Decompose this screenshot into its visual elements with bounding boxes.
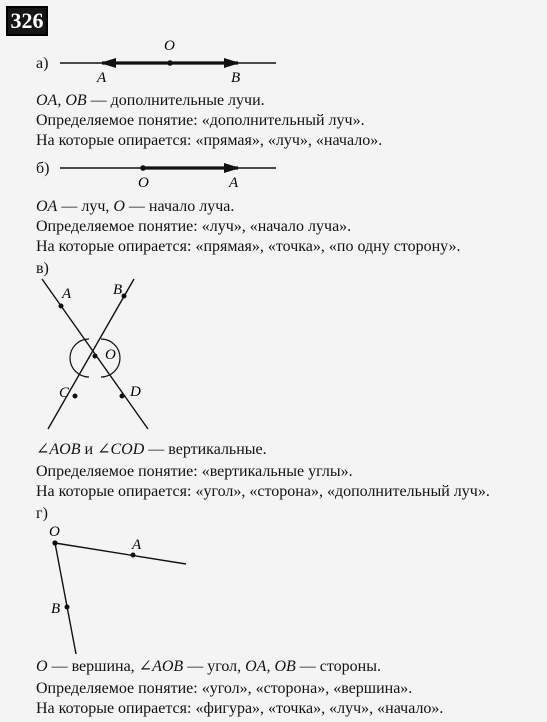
part-d-text1: — вершина, — [47, 658, 139, 675]
point-b-label: B — [231, 70, 241, 86]
point-a-label: A — [132, 537, 142, 553]
part-b-line2: Определяемое понятие: «луч», «начало луча». — [36, 218, 352, 235]
part-d-line3: На которые опирается: «фигура», «точка», «луч», «начало». — [36, 700, 444, 717]
part-a-line3: На которые опирается: «прямая», «луч», «начало». — [36, 132, 383, 149]
part-b-text1: — луч, — [57, 198, 114, 215]
point-a-label: A — [62, 286, 72, 302]
point-b-label: B — [113, 282, 123, 298]
part-c-label: в) — [36, 260, 49, 277]
part-d-text2: — угол, — [183, 658, 246, 675]
point-o-label: O — [164, 38, 175, 54]
part-c-text2: — вертикальные. — [144, 441, 267, 458]
part-d-math3: OA, OB — [245, 658, 296, 675]
problem-number: 326 — [6, 6, 48, 36]
point-a-label: A — [229, 175, 239, 191]
part-b-label: б) — [36, 160, 50, 177]
part-d-label: г) — [36, 505, 48, 522]
part-b-text2: — начало луча. — [124, 198, 235, 215]
part-d-math1: O — [36, 658, 48, 675]
point-a-label: A — [97, 70, 107, 86]
point-b — [65, 605, 70, 610]
part-c-math2: ∠COD — [97, 441, 145, 458]
part-b-line3: На которые опирается: «прямая», «точка», «по одну сторону». — [36, 238, 461, 255]
part-a-label: а) — [36, 55, 49, 72]
part-d-line1 — [36, 657, 381, 677]
part-d-text3: — стороны. — [295, 658, 381, 675]
point-d-label: D — [130, 384, 141, 400]
part-a-line2: Определяемое понятие: «дополнительный луч». — [36, 112, 365, 129]
part-c-text1: и — [80, 441, 98, 458]
part-d-math2: ∠AOB — [138, 658, 184, 675]
part-c-line2: Определяемое понятие: «вертикальные углы». — [36, 463, 353, 480]
point-o-label: O — [138, 175, 149, 191]
part-a-text: — дополнительные лучи. — [86, 92, 265, 109]
part-a-math: OA, OB — [36, 92, 87, 109]
ray-oa — [55, 543, 186, 564]
part-b-math2: O — [113, 198, 125, 215]
part-c-math1: ∠AOB — [36, 441, 81, 458]
point-b-label: B — [51, 601, 61, 617]
part-b-math1: OA — [36, 198, 58, 215]
point-a — [131, 553, 136, 558]
point-o-label: O — [105, 347, 116, 363]
ray-ob — [55, 543, 76, 654]
point-o-label: O — [49, 524, 60, 540]
point-o — [52, 540, 57, 545]
part-c-line3: На которые опирается: «угол», «сторона», «дополнительный луч». — [36, 483, 490, 500]
point-c-label: C — [59, 385, 70, 401]
part-d-line2: Определяемое понятие: «угол», «сторона», «вершина». — [36, 680, 413, 697]
